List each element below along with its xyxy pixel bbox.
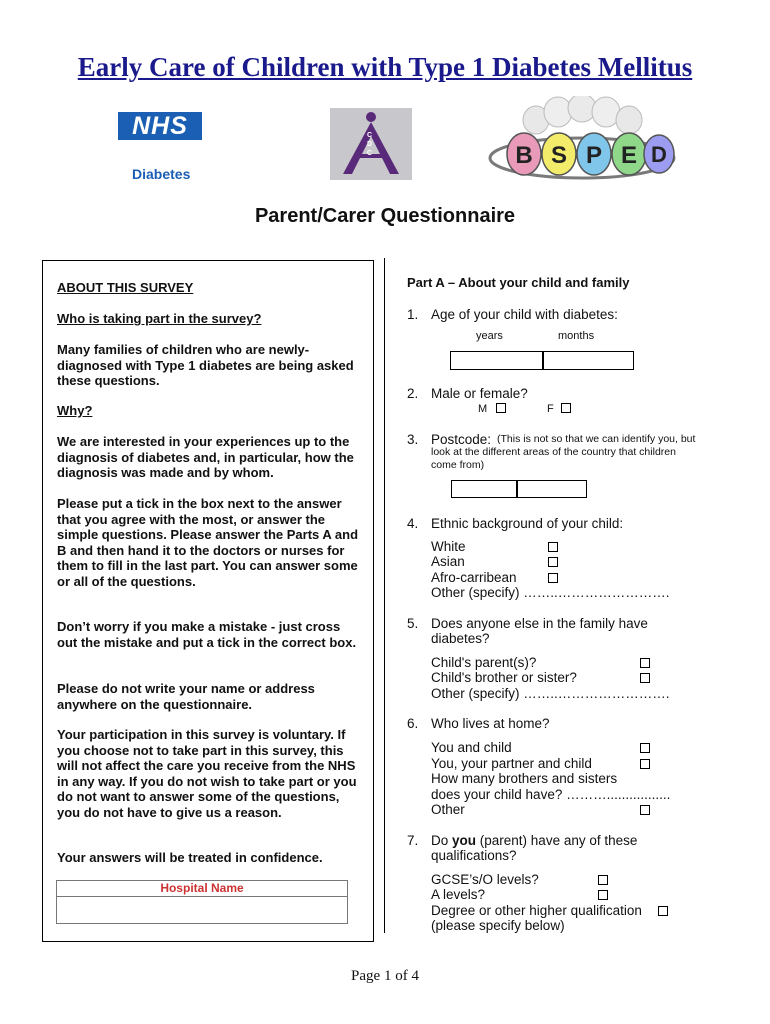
q7-option-degree: Degree or other higher qualification <box>431 903 642 918</box>
q1-months-label: months <box>558 330 595 342</box>
q6-option-other: Other <box>431 802 465 817</box>
q4-text: Ethnic background of your child: <box>431 516 624 531</box>
bsped-logo-graphic <box>486 96 682 188</box>
bsped-letter-d: D <box>651 142 667 167</box>
q6-number: 6. <box>407 716 419 731</box>
q4-other[interactable]: Other (specify) ……..……………………. <box>431 585 670 600</box>
q1-text: Age of your child with diabetes: <box>431 307 618 322</box>
acdc-logo <box>330 108 412 180</box>
instructions-text: Please put a tick in the box next to the answer that you agree with the most, or answer the simple questions. Please answer the Parts A and B and then hand it to the doctors or nurses for them to fill in the last part. You can answer some or all of the questions. <box>57 496 359 589</box>
acdc-letter-d: D <box>367 141 373 148</box>
q2-m-checkbox[interactable] <box>496 403 506 413</box>
why-heading: Why? <box>57 403 93 418</box>
questionnaire-subtitle: Parent/Carer Questionnaire <box>254 205 516 227</box>
q6-siblings-line1: How many brothers and sisters <box>431 771 618 786</box>
q1-number: 1. <box>407 307 419 322</box>
q6-you-and-child-checkbox[interactable] <box>640 743 650 753</box>
document-title: Early Care of Children with Type 1 Diabetes Mellitus <box>77 52 693 82</box>
q7-text-line1 <box>431 833 637 849</box>
bsped-letter-b: B <box>515 142 533 169</box>
q4-white-checkbox[interactable] <box>548 542 558 552</box>
confidence-text: Your answers will be treated in confidence. <box>57 850 323 865</box>
q4-afro-carribean-checkbox[interactable] <box>548 573 558 583</box>
q1-months-input[interactable] <box>542 351 634 370</box>
q5-option-parents: Child's parent(s)? <box>431 655 537 670</box>
nhs-logo-badge: NHS <box>118 112 202 140</box>
nhs-diabetes-label: Diabetes <box>132 166 191 182</box>
q1-years-input[interactable] <box>450 351 544 370</box>
q7-a-levels-checkbox[interactable] <box>598 890 608 900</box>
hospital-name-field[interactable] <box>56 880 348 924</box>
no-name-text: Please do not write your name or address anywhere on the questionnaire. <box>57 681 315 712</box>
q3-text: Postcode: <box>431 432 492 447</box>
acdc-letter-c1: C <box>367 132 373 139</box>
q7-gcse-checkbox[interactable] <box>598 875 608 885</box>
q4-asian-checkbox[interactable] <box>548 557 558 567</box>
who-text: Many families of children who are newly-diagnosed with Type 1 diabetes are being asked these questions. <box>57 342 354 388</box>
q1-years-label: years <box>476 330 503 342</box>
q7-text-pre: Do <box>431 833 453 848</box>
q5-text-line1: Does anyone else in the family have <box>431 616 648 631</box>
q4-option-white: White <box>431 539 466 554</box>
q6-text: Who lives at home? <box>431 716 550 731</box>
q7-option-gcse: GCSE’s/O levels? <box>431 872 539 887</box>
q6-partner-checkbox[interactable] <box>640 759 650 769</box>
q5-number: 5. <box>407 616 419 631</box>
acdc-letter-c2: C <box>367 150 373 157</box>
postcode-input-1[interactable] <box>451 480 518 498</box>
postcode-input-2[interactable] <box>516 480 587 498</box>
q2-f-checkbox[interactable] <box>561 403 571 413</box>
bsped-logo <box>486 96 682 188</box>
q7-text-post: (parent) have any of these <box>476 833 638 848</box>
q2-f-label: F <box>547 403 554 415</box>
who-heading: Who is taking part in the survey? <box>57 311 262 326</box>
q5-text-line2: diabetes? <box>431 631 490 646</box>
q4-option-asian: Asian <box>431 554 465 569</box>
q7-text-line2: qualifications? <box>431 848 517 863</box>
q5-other[interactable]: Other (specify) ……..……………………. <box>431 686 670 701</box>
voluntary-text: Your participation in this survey is voluntary. If you choose not to take part in this survey, this will not affect the care you receive from the NHS in any way. If you do not wish to take part or you do not want to answer some of the questions, you do not have to give us a reason. <box>57 727 357 820</box>
q4-option-afro-carribean: Afro-carribean <box>431 570 517 585</box>
bsped-letter-s: S <box>550 142 568 169</box>
q2-m-label: M <box>478 403 488 415</box>
column-divider <box>384 258 385 933</box>
nhs-logo <box>118 112 202 182</box>
bsped-letter-e: E <box>620 142 638 169</box>
q6-siblings-line2[interactable]: does your child have? ………................. <box>431 787 671 802</box>
q3-number: 3. <box>407 432 419 447</box>
q3-note: (This is not so that we can identify you, but look at the different areas of the country that children come from) <box>431 433 696 471</box>
q5-option-siblings: Child's brother or sister? <box>431 670 577 685</box>
q2-number: 2. <box>407 386 419 401</box>
q4-number: 4. <box>407 516 419 531</box>
about-heading: ABOUT THIS SURVEY <box>57 280 194 295</box>
q6-other-checkbox[interactable] <box>640 805 650 815</box>
q7-specify-note: (please specify below) <box>431 918 565 933</box>
q5-siblings-checkbox[interactable] <box>640 673 650 683</box>
q7-degree-checkbox[interactable] <box>658 906 668 916</box>
q2-text: Male or female? <box>431 386 528 401</box>
hospital-name-label: Hospital Name <box>160 881 244 895</box>
page-number: Page 1 of 4 <box>351 968 419 984</box>
q7-text-bold: you <box>452 833 477 848</box>
mistake-text: Don’t worry if you make a mistake - just cross out the mistake and put a tick in the correct box. <box>57 619 357 650</box>
bsped-letter-p: P <box>585 142 603 169</box>
why-text: We are interested in your experiences up to the diagnosis of diabetes and, in particular, how the diagnosis was made and by whom. <box>57 434 354 480</box>
q7-option-a-levels: A levels? <box>431 887 486 902</box>
q6-option-you-and-child: You and child <box>431 740 512 755</box>
q7-number: 7. <box>407 833 419 848</box>
part-a-heading: Part A – About your child and family <box>407 275 630 290</box>
q6-option-partner: You, your partner and child <box>431 756 592 771</box>
q5-parents-checkbox[interactable] <box>640 658 650 668</box>
